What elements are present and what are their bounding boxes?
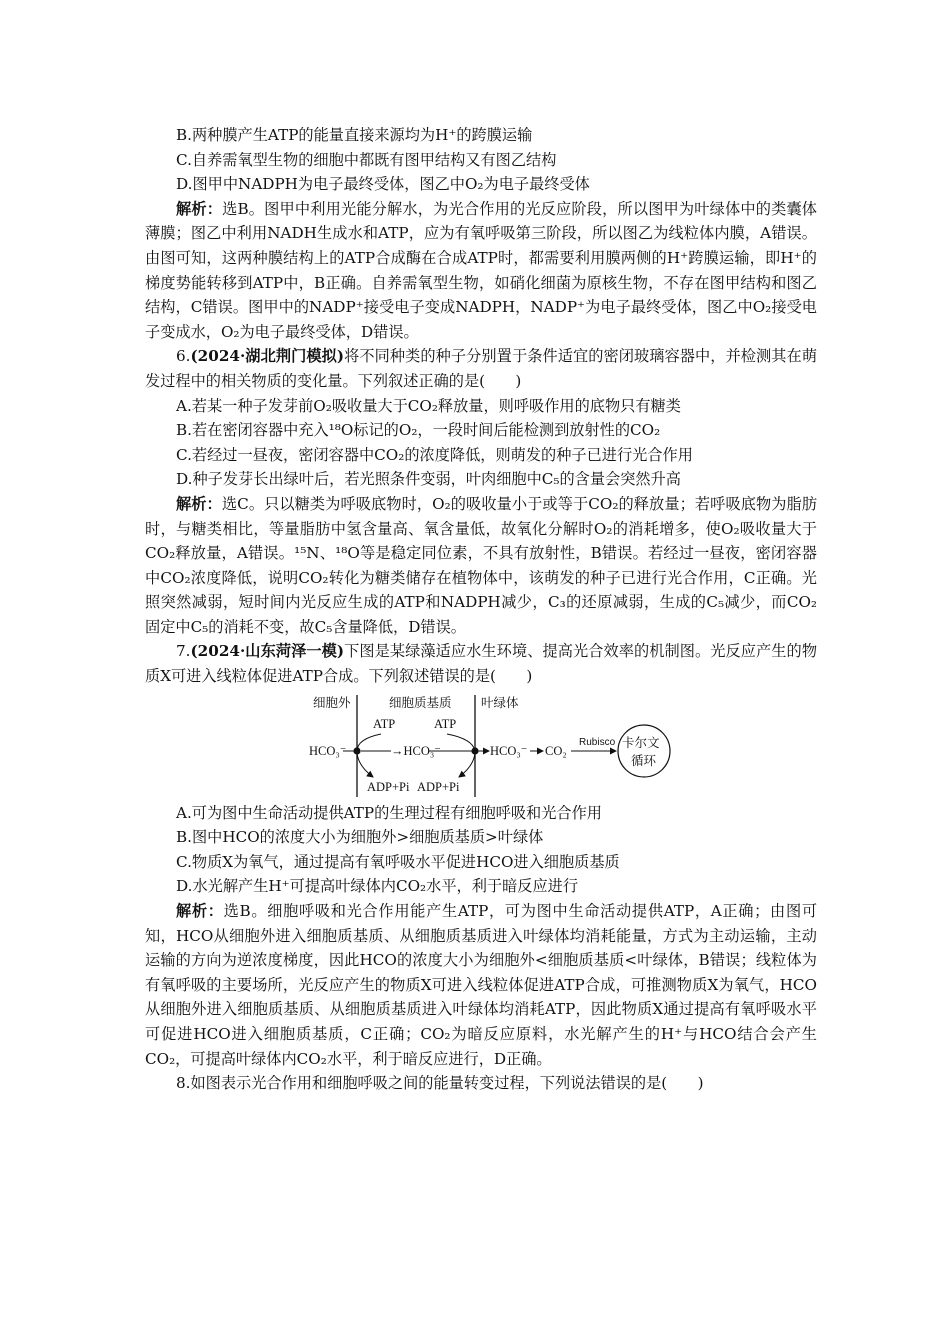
atp-label-2: ATP (434, 716, 457, 731)
hco3-chloroplast: HCO₃⁻ (490, 743, 528, 758)
q6-option-c: C.若经过一昼夜，密闭容器中CO₂的浓度降低，则萌发的种子已进行光合作用 (176, 445, 693, 464)
co2-label: CO₂ (545, 743, 567, 758)
q6-stem (145, 344, 817, 393)
document-page (145, 123, 817, 1096)
q6-stem-text: 将不同种类的种子分别置于条件适宜的密闭玻璃容器中，并检测其在萌发过程中的相关物质的变化量。下列叙述正确的是( ) (145, 347, 818, 390)
q5-analysis (145, 197, 817, 345)
q7-option-d: D.水光解产生H⁺可提高叶绿体内CO₂水平，利于暗反应进行 (176, 877, 579, 896)
q6-option-b: B.若在密闭容器中充入¹⁸O标记的O₂，一段时间后能检测到放射性的CO₂ (176, 421, 661, 440)
label-chloroplast: 叶绿体 (481, 694, 519, 710)
q5-analysis-text: 选B。图甲中利用光能分解水，为光合作用的光反应阶段，所以图甲为叶绿体中的类囊体薄膜；图乙中利用NADH生成水和ATP，应为有氧呼吸第三阶段，所以图乙为线粒体内膜，A错误。由图可知，这两种膜结构上的ATP合成酶在合成ATP时，都需要利用膜两侧的H⁺跨膜运输，即H⁺的梯度势能转移到ATP中，B正确。自养需氧型生物，如硝化细菌为原核生物，不存在图甲结构和图乙结构，C错误。图甲中的NADP⁺接受电子变成NADPH，NADP⁺为电子最终受体，图乙中O₂接受电子变成水，O₂为电子最终受体，D错误。 (145, 199, 817, 341)
q6-analysis (145, 492, 817, 640)
adp-label-1: ADP+Pi (367, 779, 410, 794)
q6-option-a: A.若某一种子发芽前O₂吸收量大于CO₂释放量，则呼吸作用的底物只有糖类 (176, 396, 681, 415)
q8-stem: 8.如图表示光合作用和细胞呼吸之间的能量转变过程，下列说法错误的是( ) (176, 1074, 704, 1093)
hco3-outside: HCO₃⁻ (309, 743, 347, 758)
adp-label-2: ADP+Pi (417, 779, 460, 794)
calvin-cycle-circle (618, 725, 670, 777)
calvin-label-line1: 卡尔文 (622, 734, 660, 750)
q7-analysis-label: 解析： (176, 902, 224, 921)
rubisco-label: Rubisco (579, 736, 616, 748)
q7-source: (2024·山东菏泽一模) (190, 642, 345, 661)
atp-label-1: ATP (373, 716, 396, 731)
q5-option-b: B.两种膜产生ATP的能量直接来源均为H⁺的跨膜运输 (176, 126, 533, 144)
atp-arc-2 (447, 734, 475, 777)
q6-source: (2024·湖北荆门模拟) (190, 347, 345, 366)
q5-option-c: C.自养需氧型生物的细胞中都既有图甲结构又有图乙结构 (176, 150, 557, 169)
transporter-dot-2 (471, 747, 478, 754)
q5-analysis-label: 解析： (176, 199, 223, 218)
q5-option-d: D.图甲中NADPH为电子最终受体，图乙中O₂为电子最终受体 (176, 175, 590, 194)
hco3-transport-diagram (145, 691, 817, 797)
q7-option-a: A.可为图中生命活动提供ATP的生理过程有细胞呼吸和光合作用 (176, 803, 602, 822)
q7-stem (145, 639, 817, 688)
q6-analysis-label: 解析： (176, 494, 222, 513)
atp-arc-1 (357, 734, 381, 777)
diagram-svg (309, 691, 681, 797)
q7-option-b: B.图中HCO的浓度大小为细胞外>细胞质基质>叶绿体 (176, 828, 544, 847)
q6-option-d: D.种子发芽长出绿叶后，若光照条件变弱，叶肉细胞中C₅的含量会突然升高 (176, 470, 681, 489)
label-cytoplasm: 细胞质基质 (389, 694, 452, 710)
q7-stem-text: 下图是某绿藻适应水生环境、提高光合效率的机制图。光反应产生的物质X可进入线粒体促进ATP合成。下列叙述错误的是( ) (145, 642, 818, 686)
q7-analysis (145, 899, 817, 1071)
q7-option-c: C.物质X为氧气，通过提高有氧呼吸水平促进HCO进入细胞质基质 (176, 852, 620, 871)
q7-analysis-text: 选B。细胞呼吸和光合作用能产生ATP，可为图中生命活动提供ATP，A正确；由图可知，HCO从细胞外进入细胞质基质、从细胞质基质进入叶绿体均消耗能量，方式为主动运输，主动运输的方向为逆浓度梯度，因此HCO的浓度大小为细胞外<细胞质基质<叶绿体，B错误；线粒体为有氧呼吸的主要场所，光反应产生的物质X可进入线粒体促进ATP合成，可推测物质X为氧气，HCO从细胞外进入细胞质基质、从细胞质基质进入叶绿体均消耗ATP，因此物质X通过提高有氧呼吸水平可促进HCO进入细胞质基质，C正确；CO₂为暗反应原料，水光解产生的H⁺与HCO结合会产生CO₂，可提高叶绿体内CO₂水平，利于暗反应进行，D正确。 (145, 902, 818, 1068)
q7-number: 7. (176, 642, 191, 661)
label-outside: 细胞外 (313, 694, 351, 710)
hco3-cytoplasm: →HCO₃⁻ (391, 743, 441, 758)
q6-number: 6. (176, 347, 191, 366)
q6-analysis-text: 选C。只以糖类为呼吸底物时，O₂的吸收量小于或等于CO₂的释放量；若呼吸底物为脂肪时，与糖类相比，等量脂肪中氢含量高、氧含量低，故氧化分解时O₂的消耗增多，使O₂吸收量大于CO₂释放量，A错误。¹⁵N、¹⁸O等是稳定同位素，不具有放射性，B错误。若经过一昼夜，密闭容器中CO₂浓度降低，说明CO₂转化为糖类储存在植物体中，该萌发的种子已进行光合作用，C正确。光照突然减弱，短时间内光反应生成的ATP和NADPH减少，C₃的还原减弱，生成的C₅减少，而CO₂固定中C₅的消耗不变，故C₅含量降低，D错误。 (145, 494, 818, 636)
calvin-label-line2: 循环 (631, 752, 657, 768)
